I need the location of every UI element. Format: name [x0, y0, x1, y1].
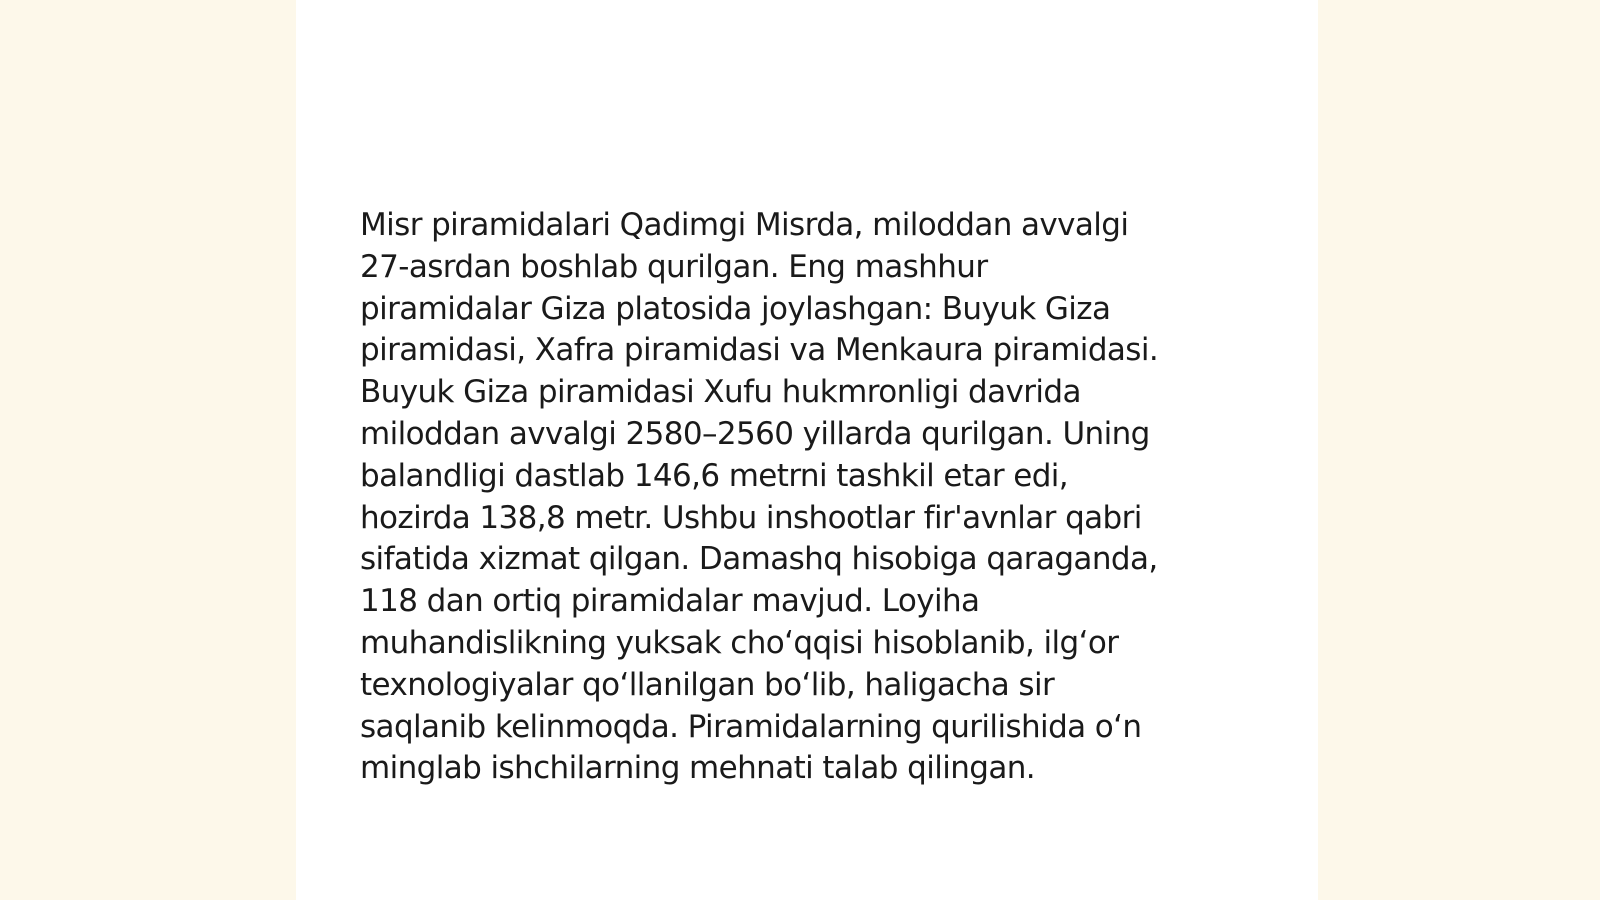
paragraph-line: 118 dan ortiq piramidalar mavjud. Loyiha: [360, 583, 980, 620]
paragraph-line: minglab ishchilarning mehnati talab qilingan.: [360, 750, 1036, 787]
paragraph-line: hozirda 138,8 metr. Ushbu inshootlar fir'avnlar qabri: [360, 499, 1142, 536]
paragraph-line: balandligi dastlab 146,6 metrni tashkil etar edi,: [360, 457, 1069, 494]
paragraph-line: 27-asrdan boshlab qurilgan. Eng mashhur: [360, 248, 988, 285]
paragraph-line: texnologiyalar qoʻllanilgan boʻlib, haligacha sir: [360, 666, 1055, 703]
paragraph-line: piramidalar Giza platosida joylashgan: Buyuk Giza: [360, 290, 1111, 327]
paragraph-line: Misr piramidalari Qadimgi Misrda, miloddan avvalgi: [360, 207, 1129, 243]
body-paragraph: [360, 205, 1260, 790]
paragraph-line: sifatida xizmat qilgan. Damashq hisobiga qaraganda,: [360, 541, 1158, 578]
paragraph-line: piramidasi, Xafra piramidasi va Menkaura piramidasi.: [360, 332, 1159, 369]
paragraph-line: muhandislikning yuksak choʻqqisi hisoblanib, ilgʻor: [360, 624, 1119, 661]
paragraph-line: saqlanib kelinmoqda. Piramidalarning qurilishida oʻn: [360, 708, 1142, 745]
document-page: [296, 0, 1318, 900]
paragraph-line: miloddan avvalgi 2580–2560 yillarda qurilgan. Uning: [360, 415, 1150, 452]
paragraph-line: Buyuk Giza piramidasi Xufu hukmronligi davrida: [360, 374, 1081, 411]
